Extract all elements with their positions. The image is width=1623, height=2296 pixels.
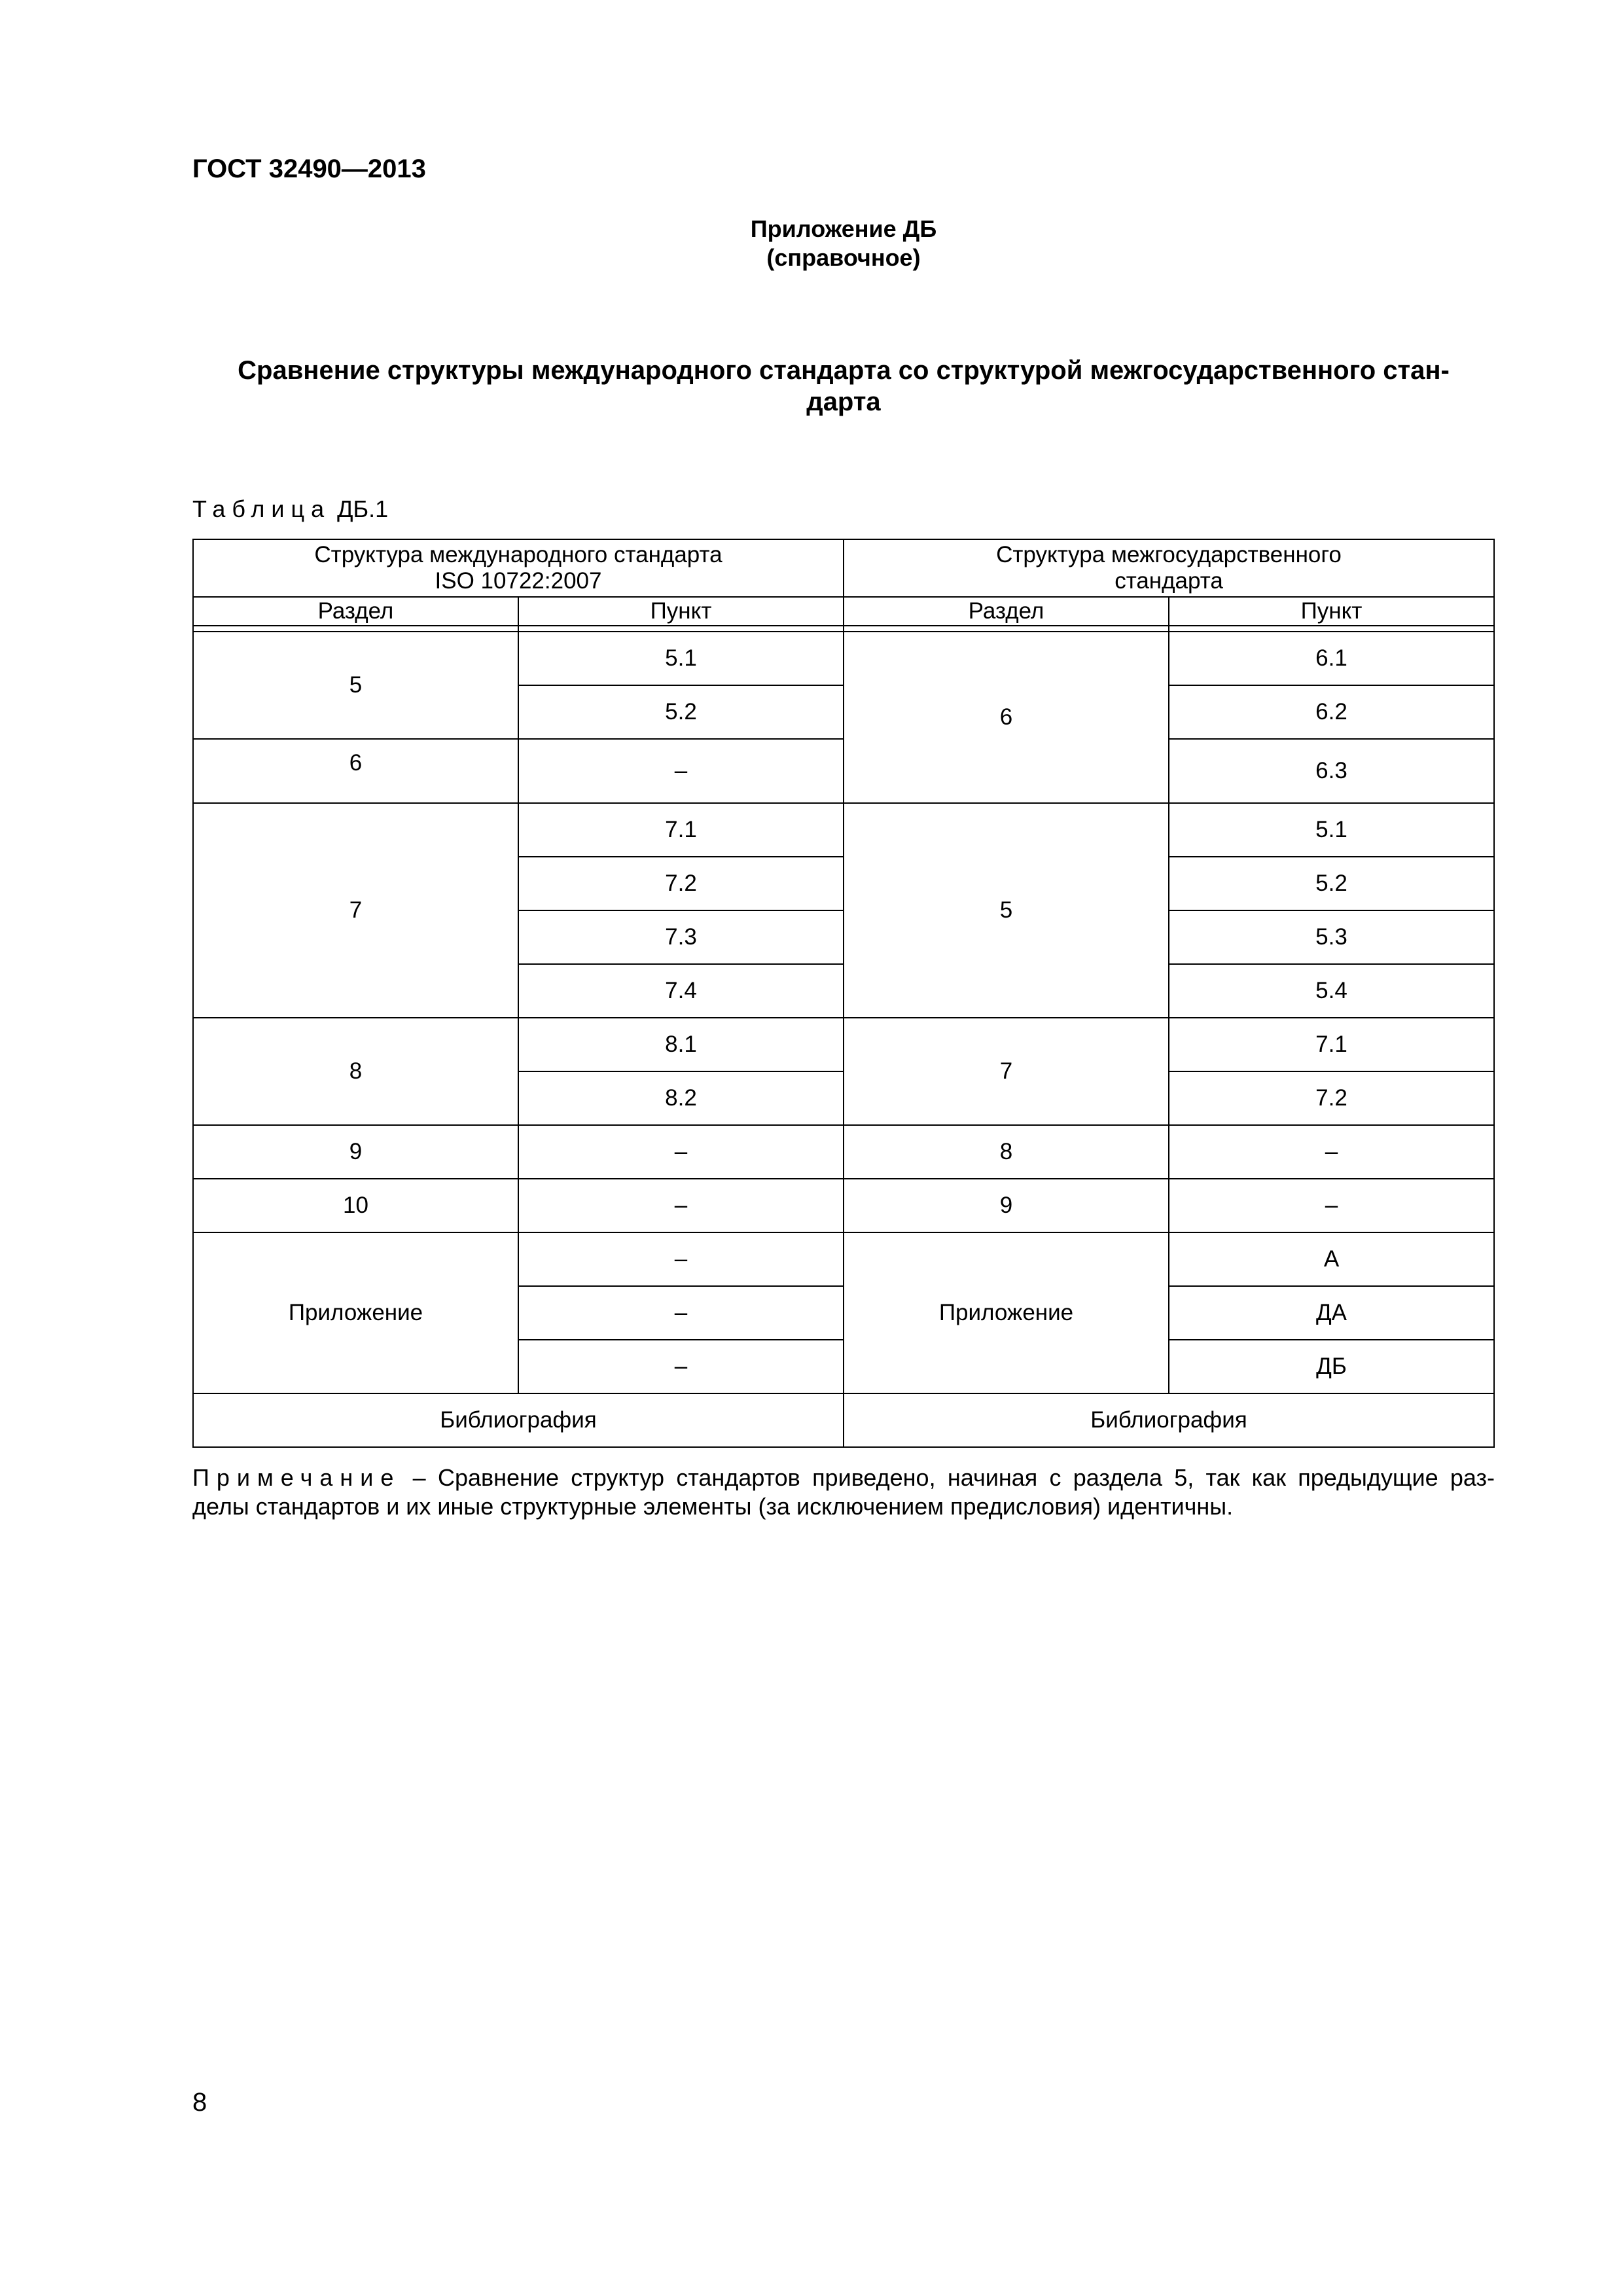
int-section-cell: 10	[193, 1179, 518, 1232]
ist-clause-cell: 6.1	[1169, 632, 1494, 685]
table-row	[193, 1179, 1494, 1232]
ist-section-cell: 5	[844, 803, 1169, 1018]
ist-clause-cell: 5.1	[1169, 803, 1494, 857]
ist-clause-cell: 5.2	[1169, 857, 1494, 910]
ist-section-header: Раздел	[844, 597, 1169, 626]
table-label-word: Таблица	[192, 495, 331, 522]
ist-clause-cell: ДБ	[1169, 1340, 1494, 1393]
ist-section-cell: 9	[844, 1179, 1169, 1232]
int-clause-cell: –	[518, 739, 844, 803]
ist-clause-cell: 6.2	[1169, 685, 1494, 739]
int-clause-cell: –	[518, 1340, 844, 1393]
table-label	[192, 495, 388, 524]
page-title-line-1: Сравнение структуры международного стандарта со структурой межгосударственного стан-	[238, 356, 1450, 385]
ist-clause-cell: –	[1169, 1179, 1494, 1232]
table-group-header-row	[193, 539, 1494, 597]
int-clause-cell: –	[518, 1286, 844, 1340]
int-section-cell: 8	[193, 1018, 518, 1125]
page-title	[192, 355, 1495, 418]
int-clause-cell: 5.2	[518, 685, 844, 739]
ist-section-cell: 6	[844, 632, 1169, 803]
int-clause-cell: 8.1	[518, 1018, 844, 1071]
int-clause-cell: 7.2	[518, 857, 844, 910]
numbering-cell	[518, 626, 844, 632]
table-footer-row	[193, 1393, 1494, 1447]
structure-comparison-table	[192, 539, 1495, 1448]
table-row	[193, 803, 1494, 857]
ist-bibliography-cell: Библиография	[844, 1393, 1494, 1447]
int-clause-cell: 8.2	[518, 1071, 844, 1125]
int-clause-cell: 7.3	[518, 910, 844, 964]
ist-clause-header: Пункт	[1169, 597, 1494, 626]
annex-title: Приложение ДБ	[750, 215, 937, 242]
table-sub-header-row	[193, 597, 1494, 626]
interstate-structure-header	[844, 539, 1494, 597]
interstate-header-line-2: стандарта	[1115, 568, 1223, 594]
int-section-cell: 9	[193, 1125, 518, 1179]
int-clause-cell: –	[518, 1125, 844, 1179]
ist-clause-cell: А	[1169, 1232, 1494, 1286]
int-bibliography-cell: Библиография	[193, 1393, 844, 1447]
ist-clause-cell: ДА	[1169, 1286, 1494, 1340]
int-section-cell: Приложение	[193, 1232, 518, 1393]
note-line-1	[192, 1463, 1495, 1492]
ist-section-cell: 8	[844, 1125, 1169, 1179]
int-section-header: Раздел	[193, 597, 518, 626]
ist-clause-cell: 7.1	[1169, 1018, 1494, 1071]
ist-clause-cell: 7.2	[1169, 1071, 1494, 1125]
ist-clause-cell: 5.4	[1169, 964, 1494, 1018]
int-clause-cell: 5.1	[518, 632, 844, 685]
interstate-header-line-1: Структура межгосударственного	[996, 542, 1342, 567]
page-title-line-2: дарта	[806, 387, 881, 416]
int-clause-cell: –	[518, 1179, 844, 1232]
note-text-line-1: – Сравнение структур стандартов приведено, начиная с раздела 5, так как предыдущие раз-	[412, 1464, 1495, 1491]
annex-subtitle: (справочное)	[766, 244, 921, 271]
int-section-cell: 5	[193, 632, 518, 739]
ist-clause-cell: 5.3	[1169, 910, 1494, 964]
international-header-line-2: ISO 10722:2007	[435, 568, 602, 594]
table-numbering-row	[193, 626, 1494, 632]
numbering-cell	[844, 626, 1169, 632]
ist-clause-cell: 6.3	[1169, 739, 1494, 803]
note-label: Примечание	[192, 1464, 401, 1491]
int-section-cell: 6	[193, 739, 518, 803]
annex-heading	[192, 215, 1495, 272]
international-structure-header	[193, 539, 844, 597]
table-row	[193, 632, 1494, 685]
numbering-cell	[1169, 626, 1494, 632]
table-row	[193, 1125, 1494, 1179]
note-text-line-2: делы стандартов и их иные структурные элементы (за исключением предисловия) идентичны.	[192, 1493, 1234, 1520]
ist-clause-cell: –	[1169, 1125, 1494, 1179]
table-note	[192, 1463, 1495, 1521]
document-code: ГОСТ 32490—2013	[192, 154, 426, 183]
table-label-number: ДБ.1	[337, 495, 389, 522]
page-number: 8	[192, 2088, 207, 2117]
table-row	[193, 1018, 1494, 1071]
table-row	[193, 1232, 1494, 1286]
int-clause-cell: –	[518, 1232, 844, 1286]
international-header-line-1: Структура международного стандарта	[314, 542, 722, 567]
int-clause-cell: 7.4	[518, 964, 844, 1018]
int-clause-header: Пункт	[518, 597, 844, 626]
ist-section-cell: Приложение	[844, 1232, 1169, 1393]
numbering-cell	[193, 626, 518, 632]
int-clause-cell: 7.1	[518, 803, 844, 857]
int-section-cell: 7	[193, 803, 518, 1018]
ist-section-cell: 7	[844, 1018, 1169, 1125]
